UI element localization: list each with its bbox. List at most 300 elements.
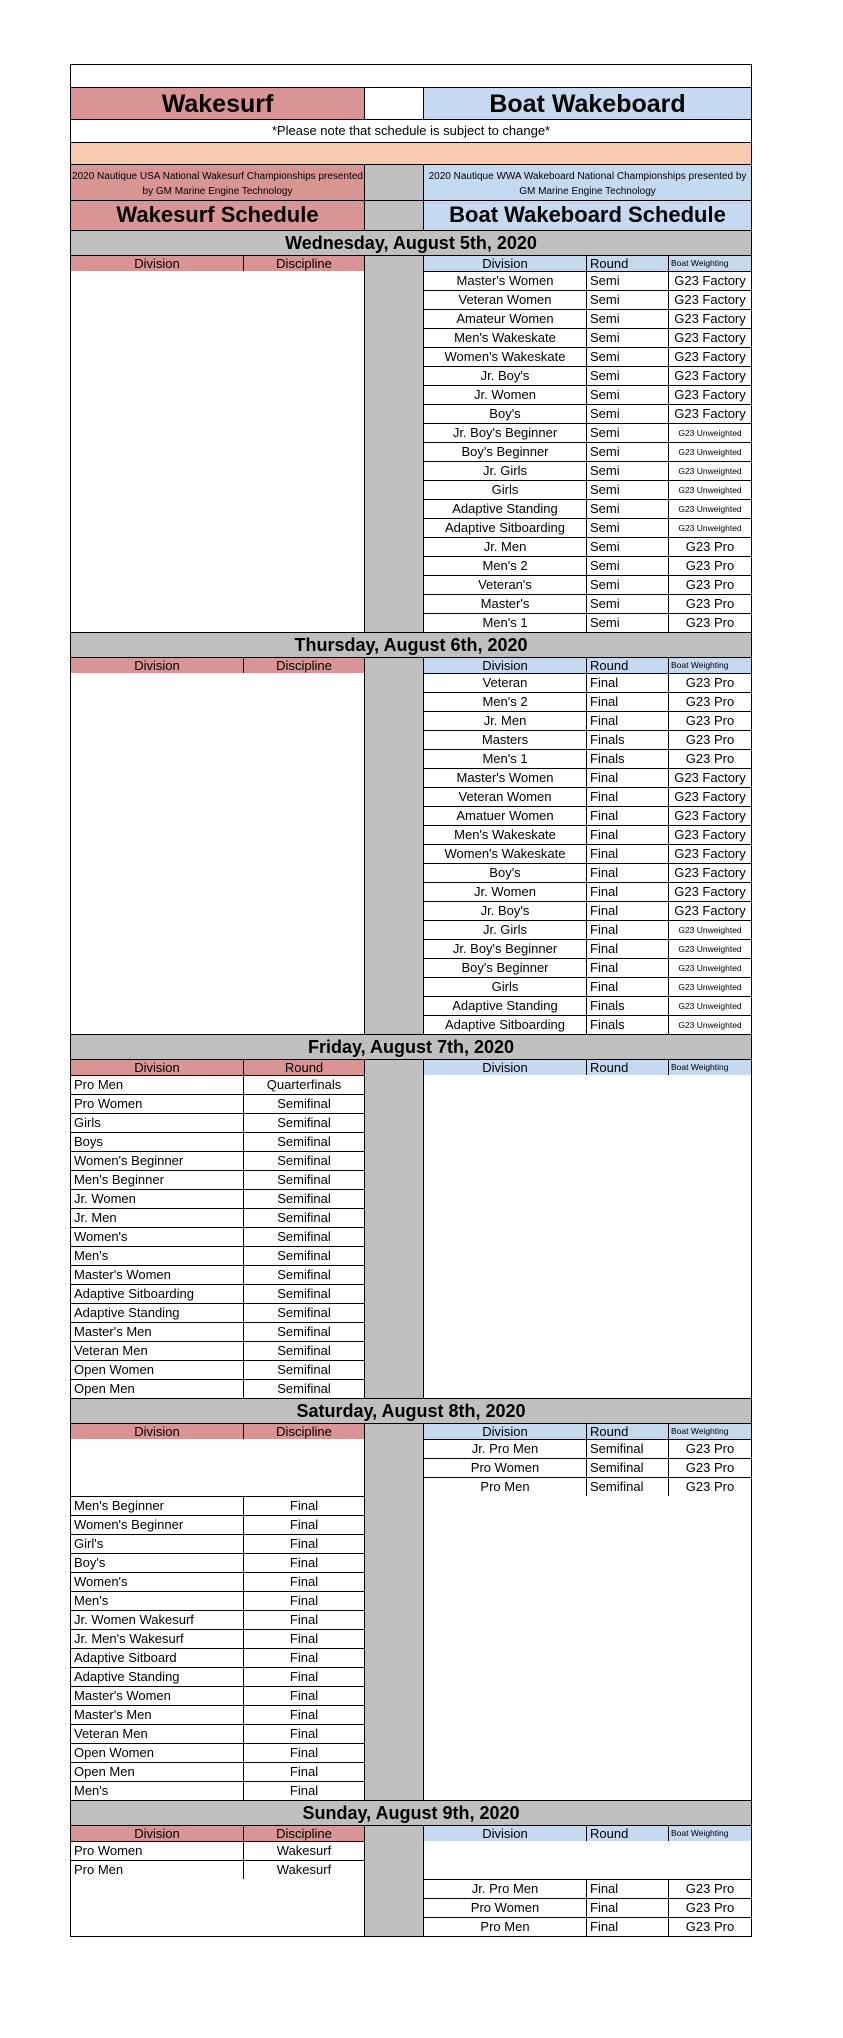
boat-weighting-cell: G23 Factory [669,404,751,423]
round-cell: Final [587,977,669,996]
round-cell [587,1208,669,1227]
division-cell [71,692,244,711]
division-cell: Jr. Pro Men [424,1439,587,1458]
table-row [71,1841,751,1860]
gap-column [365,556,424,575]
division-cell: Pro Women [71,1094,244,1113]
division-cell [71,1458,244,1477]
discipline-cell: Semifinal [244,1094,365,1113]
gap-column [365,1591,424,1610]
column-header-boat-weighting: Boat Weighting [669,1424,751,1439]
gap-column [365,1572,424,1591]
division-cell [71,518,244,537]
discipline-cell: Semifinal [244,1341,365,1360]
division-cell: Jr. Men [424,537,587,556]
table-row [71,901,751,920]
gap-column [365,1686,424,1705]
division-cell [71,594,244,613]
division-cell [71,901,244,920]
round-cell: Semi [587,328,669,347]
table-row [71,480,751,499]
boat-weighting-cell: G23 Factory [669,825,751,844]
day-header-row [71,1398,751,1423]
gap-column [365,1534,424,1553]
round-cell: Final [587,958,669,977]
table-row [71,1170,751,1189]
table-row [71,1724,751,1743]
round-cell: Final [587,901,669,920]
discipline-cell: Semifinal [244,1170,365,1189]
table-row [71,1227,751,1246]
column-header-division: Division [71,256,244,271]
column-header-boat-weighting: Boat Weighting [669,1826,751,1841]
gap-column [365,1648,424,1667]
gap-column [365,1132,424,1151]
round-cell [587,1132,669,1151]
round-cell: Final [587,882,669,901]
round-cell [587,1860,669,1879]
round-cell: Final [587,1917,669,1936]
table-row [71,1898,751,1917]
round-cell: Semi [587,499,669,518]
division-cell [424,1705,587,1724]
round-cell: Final [587,1898,669,1917]
division-cell: Veteran Men [71,1341,244,1360]
round-cell: Semi [587,594,669,613]
boat-weighting-cell [669,1743,751,1762]
round-cell [587,1629,669,1648]
gap-column [365,518,424,537]
round-cell [587,1322,669,1341]
discipline-cell: Wakesurf [244,1841,365,1860]
round-cell: Final [587,825,669,844]
column-header-boat-weighting: Boat Weighting [669,658,751,673]
round-cell [587,1360,669,1379]
gap-column [365,1917,424,1936]
gap-column [365,1898,424,1917]
gap-column [365,1151,424,1170]
round-cell [587,1841,669,1860]
table-row [71,711,751,730]
boat-weighting-cell: G23 Factory [669,806,751,825]
division-cell [71,423,244,442]
division-cell: Girls [424,977,587,996]
table-row [71,1572,751,1591]
division-cell: Masters [424,730,587,749]
round-cell [587,1572,669,1591]
gap-column [365,958,424,977]
column-header-round: Round [587,1424,669,1439]
boat-weighting-cell: G23 Factory [669,787,751,806]
division-cell [424,1075,587,1094]
gap-column [365,1265,424,1284]
round-cell: Final [587,711,669,730]
day-header-row [71,1034,751,1059]
gap-column [365,749,424,768]
boat-weighting-cell: G23 Pro [669,594,751,613]
division-cell: Women's Wakeskate [424,347,587,366]
division-cell [424,1724,587,1743]
schedule-title-row [71,200,751,230]
boat-weighting-cell: G23 Factory [669,863,751,882]
boat-weighting-cell [669,1724,751,1743]
discipline-cell [244,806,365,825]
division-cell: Open Men [71,1762,244,1781]
discipline-cell: Final [244,1591,365,1610]
gap-column [365,806,424,825]
table-row [71,1917,751,1936]
boat-weighting-cell [669,1591,751,1610]
division-cell: Adaptive Standing [71,1303,244,1322]
round-cell [587,1189,669,1208]
division-cell [424,1781,587,1800]
boat-weighting-cell [669,1860,751,1879]
division-cell: Pro Men [71,1075,244,1094]
round-cell: Final [587,844,669,863]
gap-column [365,692,424,711]
division-cell: Master's Women [424,768,587,787]
discipline-cell [244,673,365,692]
gap-column [365,1075,424,1094]
table-row [71,1515,751,1534]
column-header-boat-weighting: Boat Weighting [669,1060,751,1075]
discipline-cell: Semifinal [244,1246,365,1265]
division-cell [71,499,244,518]
table-row [71,442,751,461]
gap-column [365,290,424,309]
round-cell [587,1341,669,1360]
column-header-row [71,1423,751,1439]
table-row [71,1781,751,1800]
table-row [71,537,751,556]
column-header-discipline: Discipline [244,256,365,271]
blank-top-row [71,64,751,87]
round-cell [587,1553,669,1572]
division-cell: Adaptive Sitboarding [424,1015,587,1034]
division-cell [424,1610,587,1629]
division-cell [71,939,244,958]
discipline-cell [244,1879,365,1898]
table-row [71,1477,751,1496]
gap-column [365,309,424,328]
round-cell: Finals [587,1015,669,1034]
division-cell: Open Women [71,1743,244,1762]
table-row [71,613,751,632]
boat-weighting-cell: G23 Unweighted [669,461,751,480]
wakesurf-schedule-title: Wakesurf Schedule [71,201,365,230]
division-cell [71,673,244,692]
table-row [71,939,751,958]
table-row [71,844,751,863]
division-cell [71,787,244,806]
discipline-cell [244,518,365,537]
round-cell [587,1379,669,1398]
round-cell: Finals [587,749,669,768]
discipline-cell: Final [244,1743,365,1762]
division-cell: Master's Women [71,1686,244,1705]
table-row [71,328,751,347]
division-cell [424,1762,587,1781]
round-cell: Finals [587,996,669,1015]
boat-weighting-cell: G23 Factory [669,844,751,863]
table-row [71,692,751,711]
round-cell: Final [587,692,669,711]
boat-weighting-cell [669,1265,751,1284]
round-cell [587,1610,669,1629]
boat-weighting-cell: G23 Pro [669,692,751,711]
boat-weighting-cell [669,1572,751,1591]
division-cell: Pro Men [424,1917,587,1936]
title-row [71,87,751,119]
division-cell [424,1341,587,1360]
gap-column [365,1060,424,1075]
division-cell [71,1439,244,1458]
division-cell: Adaptive Sitboarding [424,518,587,537]
boat-weighting-cell [669,1075,751,1094]
division-cell [424,1515,587,1534]
gap-column [365,575,424,594]
round-cell: Semi [587,537,669,556]
round-cell [587,1781,669,1800]
division-cell: Jr. Men [424,711,587,730]
division-cell: Jr. Women [424,385,587,404]
boat-weighting-cell [669,1686,751,1705]
discipline-cell [244,1898,365,1917]
division-cell [71,977,244,996]
division-cell [424,1208,587,1227]
division-cell: Jr. Pro Men [424,1879,587,1898]
division-cell: Girl's [71,1534,244,1553]
division-cell: Pro Women [71,1841,244,1860]
discipline-cell [244,1477,365,1496]
column-header-discipline: Discipline [244,1826,365,1841]
round-cell [587,1762,669,1781]
table-row [71,404,751,423]
gap-column [365,825,424,844]
boat-weighting-cell: G23 Pro [669,1917,751,1936]
division-cell: Veteran Men [71,1724,244,1743]
table-row [71,423,751,442]
round-cell: Semi [587,404,669,423]
boat-weighting-cell [669,1360,751,1379]
gap-column [365,366,424,385]
gap-column [365,730,424,749]
division-cell [424,1265,587,1284]
round-cell [587,1113,669,1132]
discipline-cell: Final [244,1686,365,1705]
discipline-cell [244,1458,365,1477]
discipline-cell [244,1439,365,1458]
discipline-cell: Semifinal [244,1379,365,1398]
boat-weighting-cell [669,1629,751,1648]
division-cell [71,882,244,901]
division-cell: Master's Women [424,271,587,290]
division-cell [71,1898,244,1917]
division-cell: Men's 1 [424,613,587,632]
table-row [71,271,751,290]
round-cell [587,1094,669,1113]
division-cell: Adaptive Standing [424,499,587,518]
division-cell [71,863,244,882]
discipline-cell [244,480,365,499]
division-cell: Master's Men [71,1705,244,1724]
discipline-cell [244,920,365,939]
discipline-cell [244,711,365,730]
boat-weighting-cell [669,1170,751,1189]
gap-column [365,1439,424,1458]
table-row [71,1113,751,1132]
column-header-round: Round [587,256,669,271]
division-cell [424,1132,587,1151]
division-cell [71,825,244,844]
boat-weighting-cell [669,1762,751,1781]
gap-column [365,1762,424,1781]
gap-column [365,1553,424,1572]
table-row [71,996,751,1015]
gap-column [365,1743,424,1762]
gap-column [365,1227,424,1246]
division-cell: Jr. Boy's [424,901,587,920]
column-header-row [71,255,751,271]
boat-weighting-cell: G23 Pro [669,1879,751,1898]
table-row [71,594,751,613]
table-row [71,366,751,385]
gap-column [365,1360,424,1379]
discipline-cell: Final [244,1610,365,1629]
discipline-cell [244,423,365,442]
table-row [71,1553,751,1572]
table-row [71,749,751,768]
table-row [71,1075,751,1094]
gap-column [365,768,424,787]
discipline-cell: Semifinal [244,1132,365,1151]
division-cell: Amatuer Women [424,806,587,825]
column-header-discipline: Discipline [244,1424,365,1439]
table-row [71,309,751,328]
round-cell [587,1265,669,1284]
round-cell: Semi [587,556,669,575]
discipline-cell [244,556,365,575]
round-cell: Final [587,939,669,958]
day-header-row [71,632,751,657]
discipline-cell [244,594,365,613]
gap-column [365,1860,424,1879]
discipline-cell [244,863,365,882]
division-cell: Men's [71,1591,244,1610]
round-cell [587,1227,669,1246]
round-cell [587,1705,669,1724]
column-header-division: Division [71,658,244,673]
table-row [71,1265,751,1284]
division-cell: Men's Wakeskate [424,825,587,844]
discipline-cell: Semifinal [244,1113,365,1132]
division-cell [424,1284,587,1303]
boat-weighting-cell: G23 Unweighted [669,480,751,499]
division-cell: Adaptive Sitboarding [71,1284,244,1303]
division-cell: Jr. Women Wakesurf [71,1610,244,1629]
round-cell [587,1151,669,1170]
boat-weighting-cell: G23 Pro [669,673,751,692]
discipline-cell [244,366,365,385]
division-cell: Men's 2 [424,556,587,575]
discipline-cell: Semifinal [244,1151,365,1170]
division-cell: Jr. Men [71,1208,244,1227]
gap-column [365,461,424,480]
division-cell: Veteran's [424,575,587,594]
boat-weighting-cell [669,1151,751,1170]
discipline-cell [244,1917,365,1936]
boat-weighting-cell [669,1705,751,1724]
boat-weighting-cell [669,1534,751,1553]
column-header-division: Division [424,256,587,271]
boat-wakeboard-title: Boat Wakeboard [424,88,751,119]
divider-row [71,142,751,164]
gap-column [365,882,424,901]
discipline-cell: Final [244,1553,365,1572]
division-cell: Jr. Boy's Beginner [424,939,587,958]
table-row [71,1094,751,1113]
table-row [71,556,751,575]
gap-column [365,1284,424,1303]
gap-column [365,1094,424,1113]
day-title: Thursday, August 6th, 2020 [71,633,751,657]
table-row [71,385,751,404]
division-cell: Men's [71,1781,244,1800]
round-cell: Semifinal [587,1458,669,1477]
round-cell [587,1534,669,1553]
table-row [71,1743,751,1762]
gap-column [365,423,424,442]
division-cell [71,768,244,787]
round-cell [587,1686,669,1705]
division-cell: Women's Beginner [71,1515,244,1534]
table-row [71,1439,751,1458]
wakesurf-presented-text: 2020 Nautique USA National Wakesurf Championships presented by GM Marine Engine Technology [71,165,365,200]
division-cell [424,1360,587,1379]
table-row [71,1303,751,1322]
gap-column [365,1189,424,1208]
gap-column [365,1705,424,1724]
boat-weighting-cell: G23 Factory [669,901,751,920]
gap-column [365,347,424,366]
division-cell [424,1227,587,1246]
gap-column [365,787,424,806]
gap-column [365,499,424,518]
boat-weighting-cell: G23 Unweighted [669,958,751,977]
division-cell [71,958,244,977]
gap-column [365,920,424,939]
discipline-cell [244,977,365,996]
boat-presented-text: 2020 Nautique WWA Wakeboard National Championships presented by GM Marine Engine Technology [424,165,751,200]
round-cell: Semi [587,290,669,309]
table-row [71,1686,751,1705]
discipline-cell: Final [244,1781,365,1800]
day-title: Sunday, August 9th, 2020 [71,1801,751,1825]
gap-column [365,1424,424,1439]
table-row [71,1648,751,1667]
column-header-division: Division [71,1826,244,1841]
table-row [71,768,751,787]
division-cell: Jr. Girls [424,461,587,480]
table-row [71,1246,751,1265]
division-cell [424,1591,587,1610]
division-cell: Boy's Beginner [424,442,587,461]
discipline-cell [244,692,365,711]
division-cell [424,1246,587,1265]
round-cell: Semi [587,461,669,480]
division-cell: Jr. Boy's [424,366,587,385]
column-header-round: Round [587,1826,669,1841]
